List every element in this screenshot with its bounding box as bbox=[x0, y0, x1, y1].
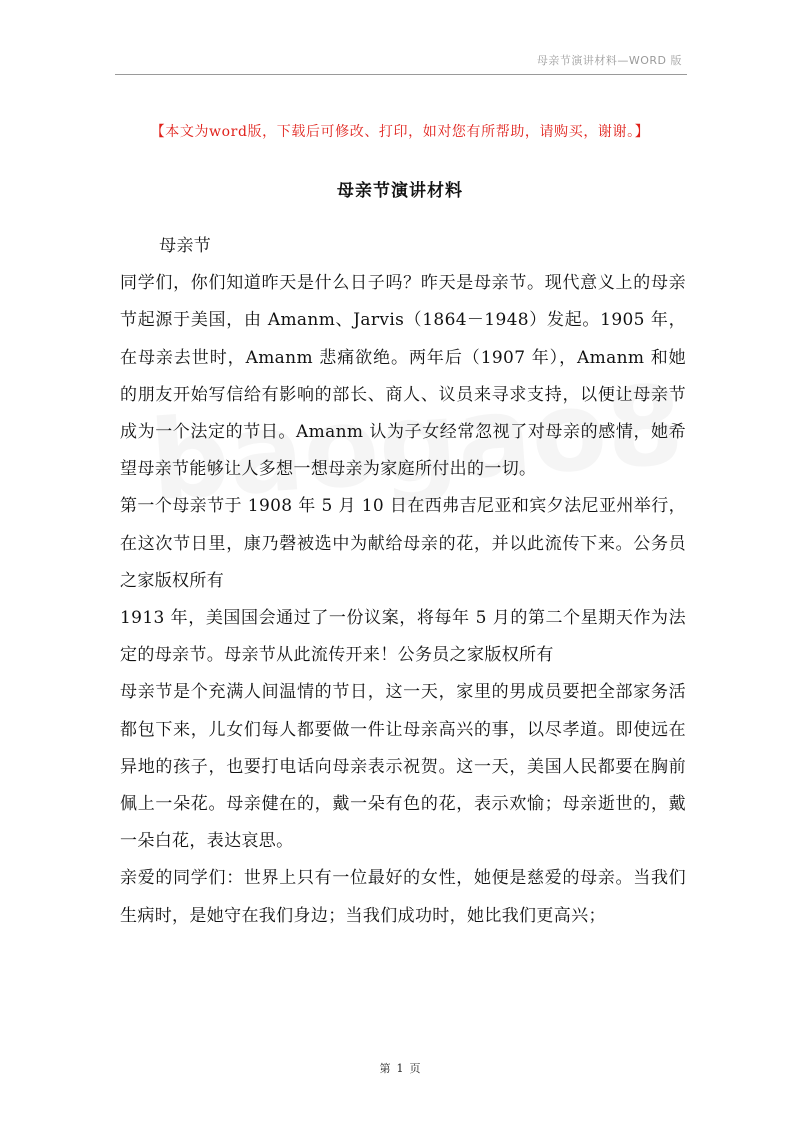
page-label-prefix: 第 bbox=[379, 1062, 391, 1075]
running-header: 母亲节演讲材料—WORD 版 bbox=[536, 54, 682, 67]
paragraph: 第一个母亲节于 1908 年 5 月 10 日在西弗吉尼亚和宾夕法尼亚州举行，在这次节日里，康乃磬被选中为献给母亲的花，并以此流传下来。公务员之家版权所有 bbox=[120, 496, 686, 591]
section-heading: 母亲节 bbox=[159, 236, 212, 256]
document-body bbox=[120, 228, 686, 935]
paragraph: 同学们，你们知道昨天是什么日子吗？昨天是母亲节。现代意义上的母亲节起源于美国，由 Amanm、Jarvis（1864－1948）发起。1905 年，在母亲去世时，Amanm 悲痛欲绝。两年后（1907 年），Amanm 和她的朋友开始写信给有影响的部长、商人、议员来寻求支持，以便让母亲节成为一个法定的节日。Amanm 认为子女经常忽视了对母亲的感情，她希望母亲节能够让人多想一想母亲为家庭所付出的一切。 bbox=[120, 273, 686, 480]
paragraph: 母亲节是个充满人间温情的节日，这一天，家里的男成员要把全部家务活都包下来，儿女们每人都要做一件让母亲高兴的事，以尽孝道。即使远在异地的孩子，也要打电话向母亲表示祝贺。这一天，美国人民都要在胸前佩上一朵花。母亲健在的，戴一朵有色的花，表示欢愉；母亲逝世的，戴一朵白花，表达哀思。 bbox=[120, 682, 686, 852]
page-footer bbox=[0, 1060, 800, 1076]
page-number: 1 bbox=[396, 1062, 404, 1075]
purchase-notice: 【本文为word版，下载后可修改、打印，如对您有所帮助，请购买，谢谢。】 bbox=[150, 124, 650, 140]
paragraph: 亲爱的同学们：世界上只有一位最好的女性，她便是慈爱的母亲。当我们生病时，是她守在我们身边；当我们成功时，她比我们更高兴； bbox=[120, 868, 686, 926]
page-label-suffix: 页 bbox=[409, 1062, 421, 1075]
header-divider bbox=[115, 74, 687, 75]
document-title: 母亲节演讲材料 bbox=[337, 181, 463, 201]
paragraph: 1913 年，美国国会通过了一份议案，将每年 5 月的第二个星期天作为法定的母亲节。母亲节从此流传开来！公务员之家版权所有 bbox=[120, 608, 686, 666]
